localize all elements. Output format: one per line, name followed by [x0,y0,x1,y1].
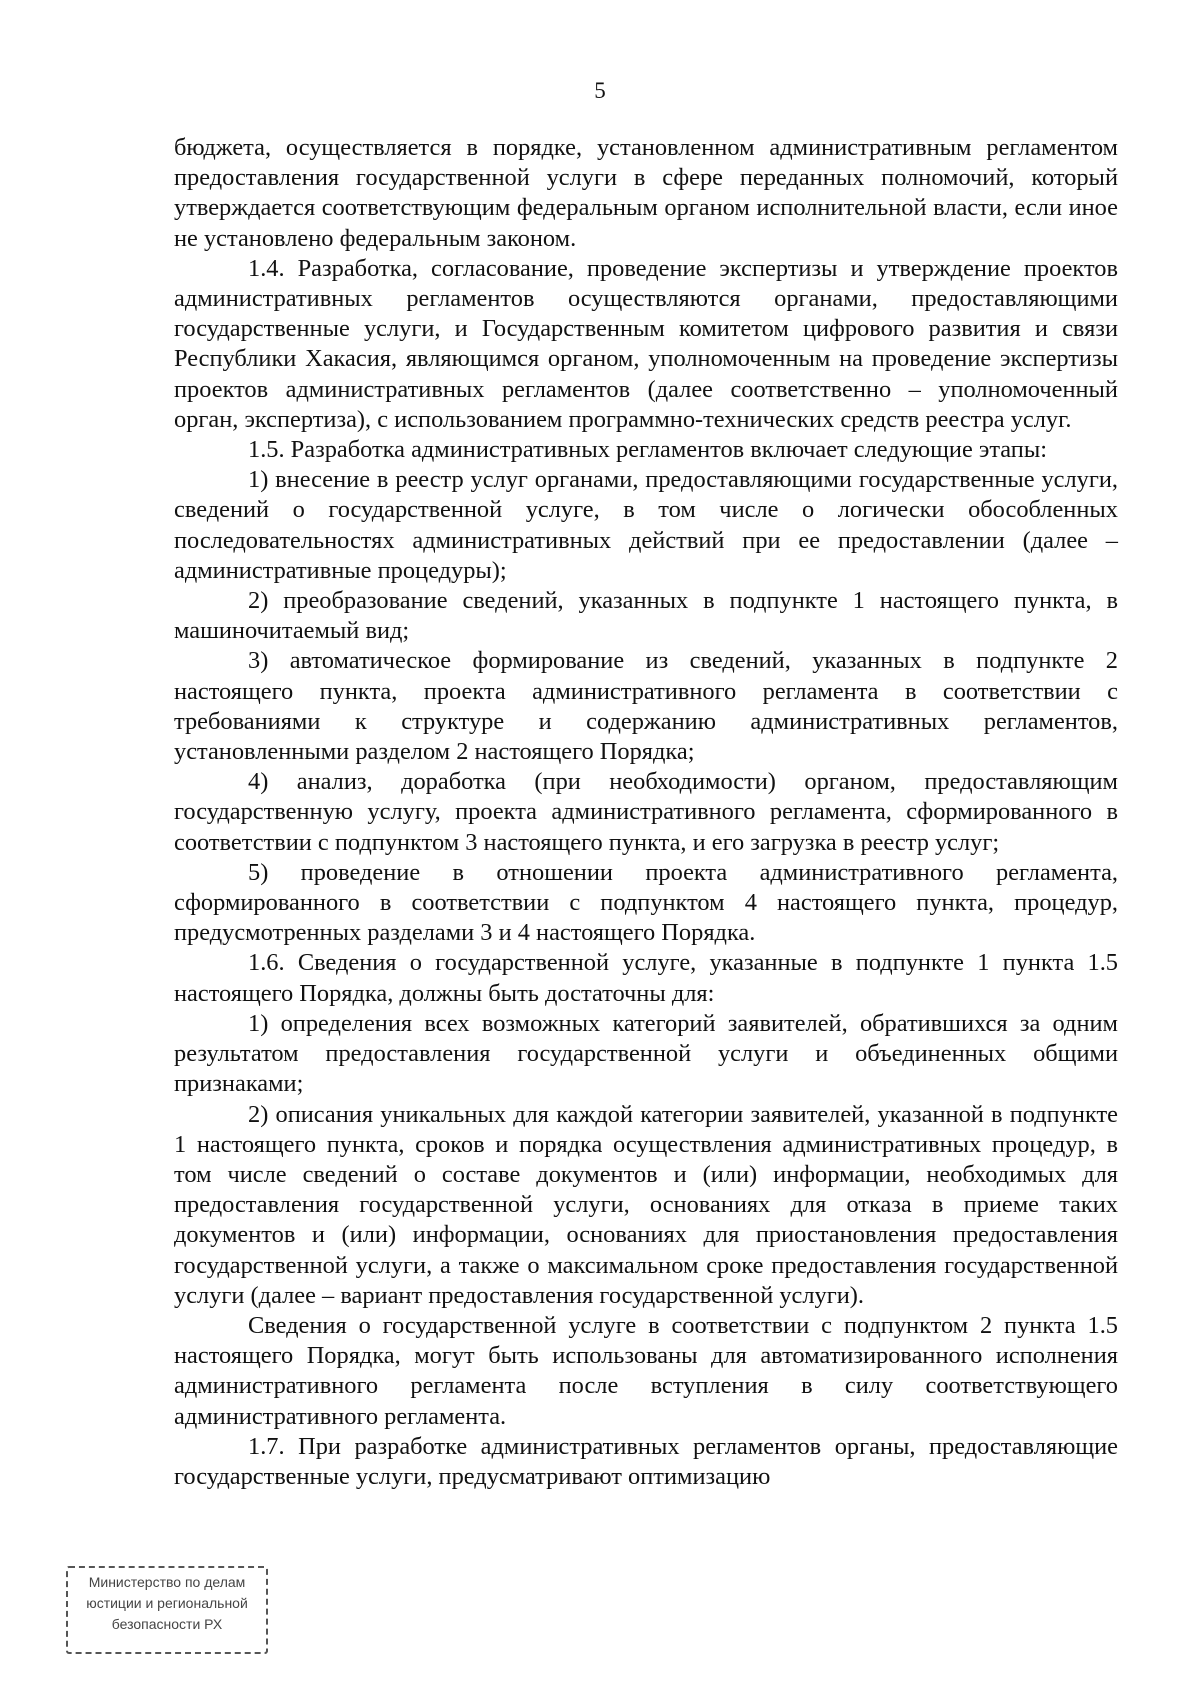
paragraph-1-5: 1.5. Разработка административных регламентов включает следующие этапы: [248,436,1048,464]
page-number: 5 [594,78,606,103]
paragraph-1-7: 1.7. При разработке административных регламентов органы, предоставляющие государственные услуги, предусматривают оптимизацию [174,1432,1118,1490]
list-item-1-5-3: 3) автоматическое формирование из сведений, указанных в подпункте 2 настоящего пункта, проекта административного регламента в соответствии с требованиями к структуре и содержанию административных регламентов, установленными разделом 2 настоящего Порядка; [174,647,1118,766]
list-item-1-5-4: 4) анализ, доработка (при необходимости) органом, предоставляющим государственную услугу, проекта административного регламента, сформированного в соответствии с подпунктом 3 настоящего пункта, и его загрузка в реестр услуг; [174,768,1118,856]
list-item-1-5-1: 1) внесение в реестр услуг органами, предоставляющими государственные услуги, сведений о государственной услуге, в том числе о логически обособленных последовательностях административных действий при ее предоставлении (далее – административные процедуры); [174,466,1118,584]
stamp-line: юстиции и региональной [86,1595,248,1611]
paragraph-1-6-note: Сведения о государственной услуге в соответствии с подпунктом 2 пункта 1.5 настоящего Порядка, могут быть использованы для автоматизированного исполнения административного регламента после вступления в силу соответствующего административного регламента. [174,1311,1118,1430]
list-item-1-5-5: 5) проведение в отношении проекта административного регламента, сформированного в соответствии с подпунктом 4 настоящего пункта, процедур, предусмотренных разделами 3 и 4 настоящего Порядка. [174,858,1118,947]
list-item-1-6-2: 2) описания уникальных для каждой категории заявителей, указанной в подпункте 1 настоящего пункта, сроков и порядка осуществления административных процедур, в том числе сведений о составе документов и (или) информации, необходимых для предоставления государственной услуги, основаниях для отказа в приеме таких документов и (или) информации, основаниях для приостановления предоставления государственной услуги, а также о максимальном сроке предоставления государственной услуги (далее – вариант предоставления государственной услуги). [174,1100,1118,1309]
stamp-line: безопасности РХ [111,1616,223,1632]
document-body [174,133,1118,1492]
paragraph-continuation: бюджета, осуществляется в порядке, установленном административным регламентом предоставления государственной услуги в сфере переданных полномочий, который утверждается соответствующим федеральным органом исполнительной власти, если иное не установлено федеральным законом. [174,134,1118,252]
paragraph-1-4: 1.4. Разработка, согласование, проведение экспертизы и утверждение проектов административных регламентов осуществляются органами, предоставляющими государственные услуги, и Государственным комитетом цифрового развития и связи Республики Хакасия, являющимся органом, уполномоченным на проведение экспертизы проектов административных регламентов (далее соответственно – уполномоченный орган, экспертиза), с использованием программно-технических средств реестра услуг. [174,254,1118,433]
registration-stamp [66,1566,268,1654]
paragraph-1-6: 1.6. Сведения о государственной услуге, указанные в подпункте 1 пункта 1.5 настоящего Порядка, должны быть достаточны для: [174,949,1118,1007]
list-item-1-5-2: 2) преобразование сведений, указанных в подпункте 1 настоящего пункта, в машиночитаемый вид; [174,587,1118,645]
list-item-1-6-1: 1) определения всех возможных категорий заявителей, обратившихся за одним результатом предоставления государственной услуги и объединенных общими признаками; [174,1009,1118,1098]
stamp-line: Министерство по делам [88,1574,246,1590]
